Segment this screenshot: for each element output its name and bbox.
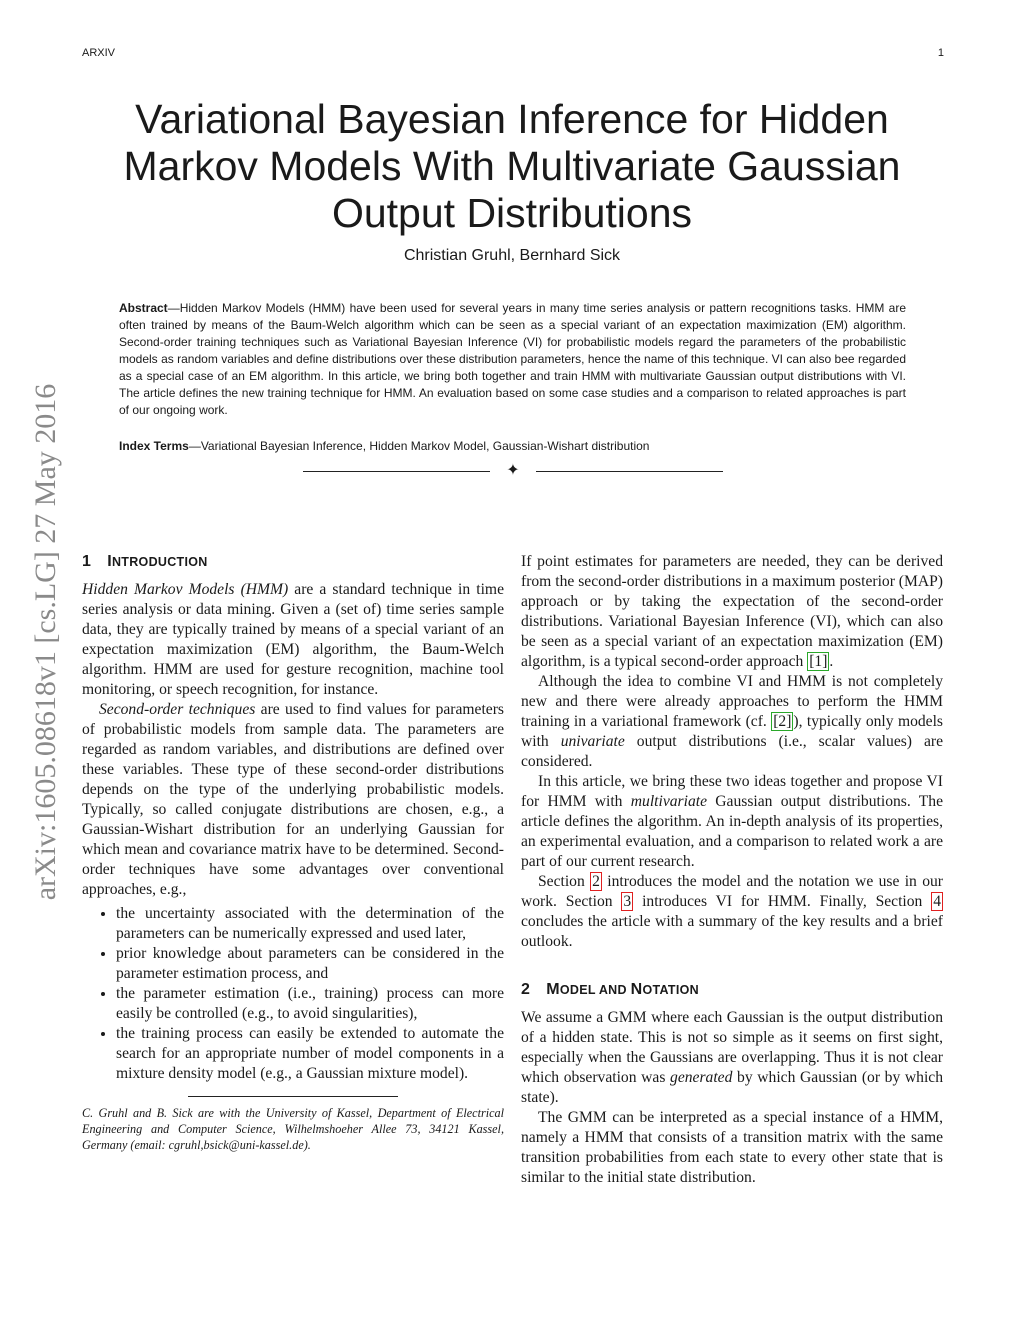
section-heading-introduction: 1 INTRODUCTION <box>82 553 208 570</box>
model-paragraph-2: The GMM can be interpreted as a special instance of a HMM, namely a HMM that consists of a transition matrix with the same transition probabilities from each state to every other state that is similar to the initial state distribution. <box>521 1109 943 1186</box>
right-column <box>521 552 943 1188</box>
separator-line-left <box>303 471 490 472</box>
list-item: • the training process can easily be extended to automate the search for an appropriate number of model components in a mixture density model (e.g., a Gaussian mixture model). <box>116 1024 504 1084</box>
citation-link-1[interactable]: [1] <box>809 653 828 670</box>
paper-title: Variational Bayesian Inference for Hidden Markov Models With Multivariate Gaussian Output Distributions <box>123 96 901 236</box>
index-terms-text: —Variational Bayesian Inference, Hidden Markov Model, Gaussian-Wishart distribution <box>188 439 650 453</box>
intro-paragraph-2: Second-order techniques are used to find values for parameters of probabilistic models from sample data. The parameters are regarded as random variables, and distributions are defined over these variables. These type of these second-order distributions depends on the type of the underlying probabilistic models. Typically, so called conjugate distributions are chosen, e.g., a Gaussian-Wishart distribution for an underlying Gaussian for which mean and covariance matrix have to be determined. Second-order techniques have some advantages over conventional approaches, e.g., <box>82 701 504 898</box>
separator-star-icon: ✦ <box>506 462 520 479</box>
running-header: ARXIV <box>82 47 116 59</box>
index-terms <box>119 438 906 455</box>
abstract-label: Abstract <box>119 301 168 315</box>
abstract <box>119 300 906 419</box>
citation-link-2[interactable]: [2] <box>773 713 792 730</box>
section-heading-model-notation: 2 MODEL AND NOTATION <box>521 981 699 998</box>
intro-paragraph-5: In this article, we bring these two ideas together and propose VI for HMM with multivariate Gaussian output distributions. The article defines the algorithm. An in-depth analysis of its properties, an experimental evaluation, and a comparison to related work a are part of our current research. <box>521 773 944 870</box>
title-separator <box>303 462 723 482</box>
arxiv-identifier-stamp: arXiv:1605.08618v1 [cs.LG] 27 May 2016 <box>29 383 62 901</box>
intro-paragraph-6: Section 2 introduces the model and the notation we use in our work. Section 3 introduces VI for HMM. Finally, Section 4 concludes the article with a summary of the key results and a brief outlook. <box>521 873 943 950</box>
list-item: • the uncertainty associated with the determination of the parameters can be numerically expressed and used later, <box>116 904 504 944</box>
list-item: • the parameter estimation (i.e., training) process can more easily be controlled (e.g., to avoid singularities), <box>116 984 504 1024</box>
separator-line-right <box>536 471 723 472</box>
intro-paragraph-4: Although the idea to combine VI and HMM is not completely new and there were already approaches to perform the HMM training in a variational framework (cf. [2] ), typically only models with univariate output distributions (i.e., scalar values) are considered. <box>521 673 943 770</box>
advantages-list <box>82 904 504 1084</box>
page-number: 1 <box>937 47 944 59</box>
index-terms-label: Index Terms <box>119 439 189 453</box>
section-link-2[interactable]: 2 <box>592 873 600 890</box>
section-link-3[interactable]: 3 <box>623 893 632 910</box>
section-link-4[interactable]: 4 <box>933 893 941 910</box>
list-item: • prior knowledge about parameters can be considered in the parameter estimation process, and <box>116 944 504 984</box>
author-footnote: C. Gruhl and B. Sick are with the University of Kassel, Department of Electrical Engineering and Computer Science, Wilhelmshoeher Allee 73, 34121 Kassel, Germany (email: cgruhl,bsick@uni-kassel.de). <box>82 1106 504 1152</box>
intro-paragraph-3: If point estimates for parameters are needed, they can be derived from the second-order distributions in a maximum posterior (MAP) approach or by taking the expectation of the second-order distributions. Variational Bayesian Inference (VI), which can also be seen as a special variant of an expectation maximization (EM) algorithm, is a typical second-order approach [1] . <box>521 553 943 670</box>
left-column <box>82 552 504 1153</box>
intro-paragraph-1: Hidden Markov Models (HMM) are a standard technique in time series analysis or data mining. Given a (set of) time series sample data, they are typically trained by means of a special variant of an expectation maximization (EM) algorithm, the Baum-Welch algorithm. HMM are used for gesture recognition, machine tool monitoring, or speech recognition, for instance. <box>82 581 504 698</box>
paper-authors: Christian Gruhl, Bernhard Sick <box>403 247 621 264</box>
footnote-rule <box>188 1096 398 1097</box>
abstract-text: —Hidden Markov Models (HMM) have been used for several years in many time series analysis or pattern recognitions tasks. HMM are often trained by means of the Baum-Welch algorithm which can be seen as a special variant of an expectation maximization (EM) algorithm. Second-order training techniques such as Variational Bayesian Inference (VI) for probabilistic models regard the parameters of the probabilistic models as random variables and define distributions over these distribution parameters, hence the name of this technique. VI can also bee regarded as a special case of an EM algorithm. In this article, we bring both together and train HMM with multivariate Gaussian output distributions with VI. The article defines the new training technique for HMM. An evaluation based on some case studies and a comparison to related approaches is part of our ongoing work. <box>119 301 906 417</box>
model-paragraph-1: We assume a GMM where each Gaussian is the output distribution of a hidden state. This is not so simple as it seems on first sight, especially when the Gaussians are overlapping. Thus it is not clear which observation was generated by which Gaussian (or by which state). <box>521 1009 943 1106</box>
